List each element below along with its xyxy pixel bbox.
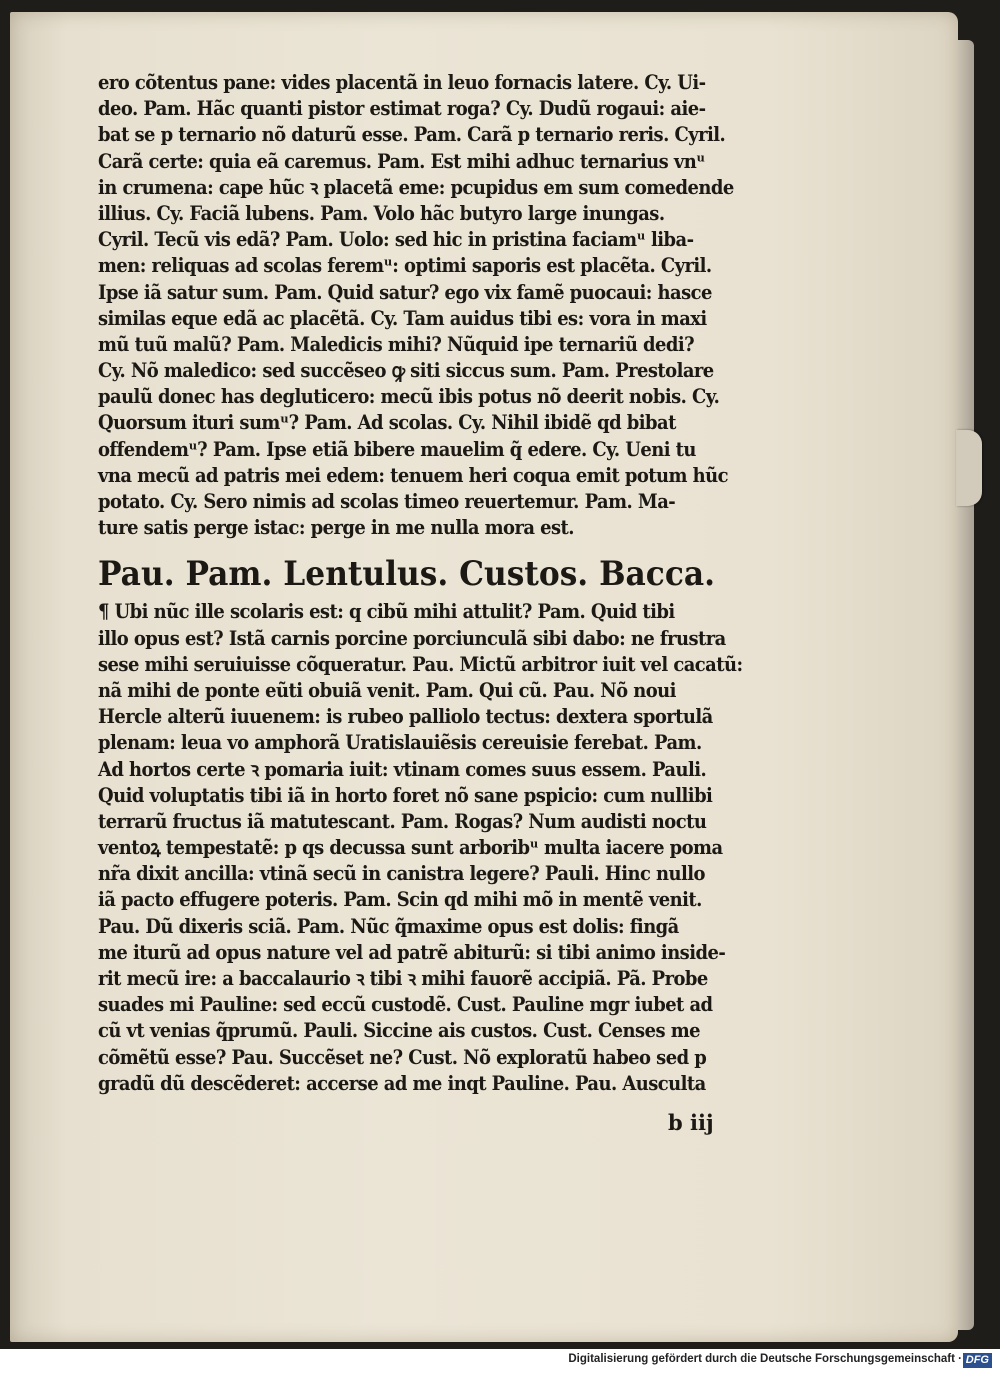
text-line: Hercle alterũ iuuenem: is rubeo palliolo tectus: dextera sportulã: [98, 705, 713, 729]
text-line: illius. Cy. Faciã lubens. Pam. Volo hãc butyro large inungas.: [98, 201, 665, 225]
text-line: Ipse iã satur sum. Pam. Quid satur? ego vix famẽ puocaui: hasce: [98, 280, 712, 304]
text-line: Cyril. Tecũ vis edã? Pam. Uolo: sed hic in pristina faciamᵘ liba-: [98, 228, 694, 252]
text-line: terrarũ fructus iã matutescant. Pam. Rogas? Num audisti noctu: [98, 809, 707, 833]
text-line: offendemᵘ? Pam. Ipse etiã bibere mauelim q̃ edere. Cy. Ueni tu: [98, 437, 696, 461]
footer-bar: [0, 1349, 1000, 1374]
funding-notice: Digitalisierung gefördert durch die Deutsche Forschungsgemeinschaft ·: [568, 1353, 962, 1365]
text-line: men: reliquas ad scolas feremᵘ: optimi saporis est placẽta. Cyril.: [98, 254, 712, 278]
section-heading: Pau. Pam. Lentulus. Custos. Bacca.: [98, 554, 716, 595]
text-line: ventoꝝ tempestatẽ: p qs decussa sunt arboribᵘ multa iacere poma: [98, 836, 723, 860]
text-line: iã pacto effugere poteris. Pam. Scin qd mihi mõ in mentẽ venit.: [98, 888, 702, 912]
dfg-logo: DFG: [963, 1353, 992, 1368]
page-tab: [956, 430, 982, 506]
text-line: bat se p ternario nõ daturũ esse. Pam. Carã p ternario reris. Cyril.: [98, 123, 726, 147]
text-line: ture satis perge istac: perge in me nulla mora est.: [98, 516, 574, 540]
text-line: cõmẽtũ esse? Pau. Succẽset ne? Cust. Nõ exploratũ habeo sed p: [98, 1045, 707, 1069]
text-line: ero cõtentus pane: vides placentã in leuo fornacis latere. Cy. Ui-: [98, 71, 706, 94]
text-line: Quid voluptatis tibi iã in horto foret nõ sane pspicio: cum nullibi: [98, 783, 713, 807]
text-block: [98, 70, 743, 1097]
text-line: cũ vt venias q̃prumũ. Pauli. Siccine ais custos. Cust. Censes me: [98, 1019, 700, 1043]
text-line: nã mihi de ponte eũti obuiã venit. Pam. Qui cũ. Pau. Nõ noui: [98, 678, 676, 702]
text-line: vna mecũ ad patris mei edem: tenuem heri coqua emit potum hũc: [98, 463, 729, 487]
text-line: Cy. Nõ maledico: sed succẽseo ꝙ siti siccus sum. Pam. Prestolare: [98, 359, 714, 383]
text-line: in crumena: cape hũc ꝛ placetã eme: pcupidus em sum comedende: [98, 175, 734, 199]
book-edge: [958, 40, 974, 1330]
signature-mark: b iij: [668, 1110, 714, 1135]
text-line: Ad hortos certe ꝛ pomaria iuit: vtinam comes suus essem. Pauli.: [98, 757, 707, 781]
text-line: paulũ donec has degluticero: mecũ ibis potus nõ deerit nobis. Cy.: [98, 385, 720, 409]
text-line: gradũ dũ descẽderet: accerse ad me inqt Pauline. Pau. Ausculta: [98, 1071, 706, 1095]
text-line: plenam: leua vo amphorã Uratislauiẽsis cereuisie ferebat. Pam.: [98, 731, 702, 755]
text-line: Carã certe: quia eã caremus. Pam. Est mihi adhuc ternarius vnᵘ: [98, 149, 705, 173]
text-line: me iturũ ad opus nature vel ad patrẽ abiturũ: si tibi animo inside-: [98, 940, 726, 964]
text-line: similas eque edã ac placẽtã. Cy. Tam auidus tibi es: vora in maxi: [98, 306, 707, 330]
text-line: rit mecũ ire: a baccalaurio ꝛ tibi ꝛ mihi fauorẽ accipiã. Pã. Probe: [98, 967, 708, 990]
text-line: illo opus est? Istã carnis porcine porciunculã sibi dabo: ne frustra: [98, 626, 726, 650]
text-line: deo. Pam. Hãc quanti pistor estimat roga? Cy. Dudũ rogaui: aie-: [98, 97, 706, 121]
text-line: Pau. Dũ dixeris sciã. Pam. Nũc q̃maxime opus est dolis: fingã: [98, 914, 679, 938]
text-line: potato. Cy. Sero nimis ad scolas timeo reuertemur. Pam. Ma-: [98, 490, 676, 513]
text-line: nr̃a dixit ancilla: vtinã secũ in canistra legere? Pauli. Hinc nullo: [98, 862, 705, 886]
text-line: suades mi Pauline: sed eccũ custodẽ. Cust. Pauline mgr iubet ad: [98, 993, 713, 1017]
text-line: mũ tuũ malũ? Pam. Maledicis mihi? Nũquid ipe ternariũ dedi?: [98, 332, 695, 356]
text-line: sese mihi seruiuisse cõqueratur. Pau. Mictũ arbitror iuit vel cacatũ:: [98, 652, 743, 676]
text-line: Quorsum ituri sumᵘ? Pam. Ad scolas. Cy. Nihil ibidẽ qd bibat: [98, 411, 676, 435]
text-line: ¶ Ubi nũc ille scolaris est: q cibũ mihi attulit? Pam. Quid tibi: [98, 600, 675, 624]
